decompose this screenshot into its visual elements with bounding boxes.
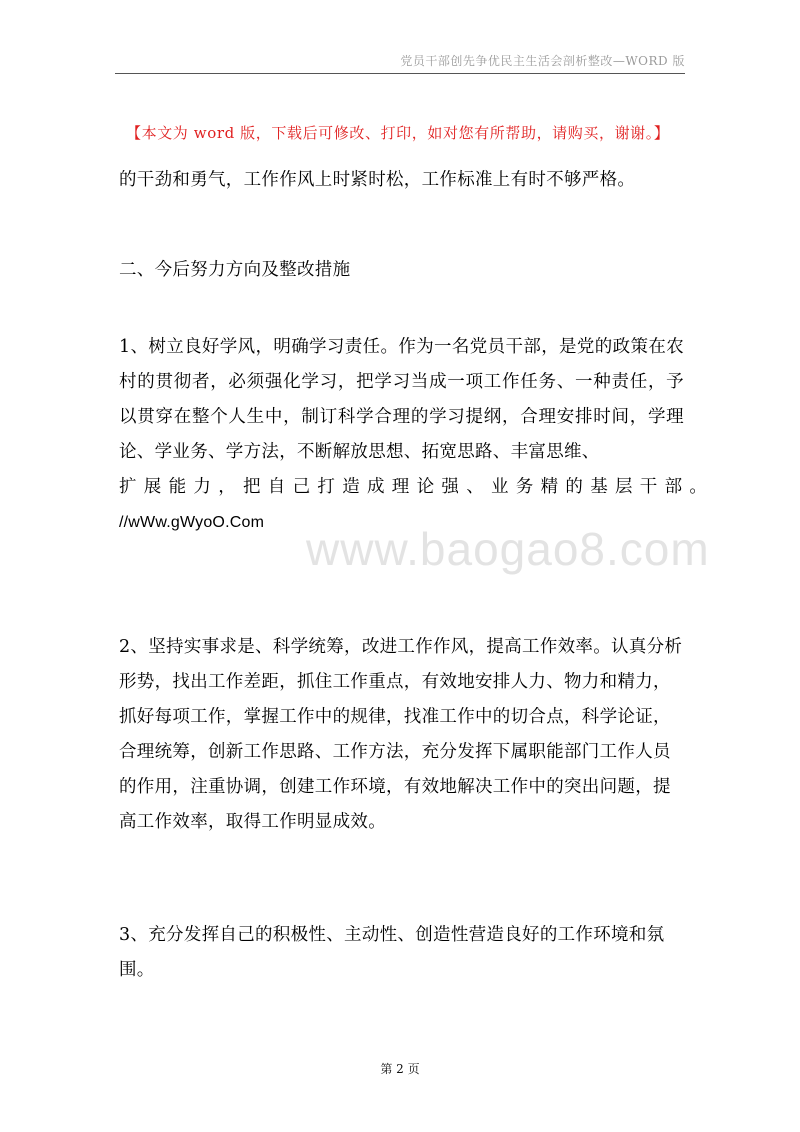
page-number: 第 2 页 — [380, 1062, 420, 1076]
watermark: www.baogao8.com — [306, 523, 710, 575]
paragraph-1-last-line: 扩展能力，把自己打造成理论强、业务精的基层干部。 — [119, 477, 715, 497]
paragraph-3: 3、充分发挥自己的积极性、主动性、创造性营造良好的工作环境和氛围。 — [119, 925, 665, 980]
section-heading: 二、今后努力方向及整改措施 — [119, 260, 351, 280]
paragraph-1-url: //wWw.gWyoO.Com — [119, 514, 265, 531]
page-header-title: 党员干部创先争优民主生活会剖析整改—WORD 版 — [400, 54, 685, 68]
paragraph-1 — [119, 330, 715, 540]
header-divider — [115, 73, 685, 74]
download-notice: 【本文为 word 版，下载后可修改、打印，如对您有所帮助，请购买，谢谢。】 — [126, 124, 670, 142]
paragraph-1-text: 1、树立良好学风，明确学习责任。作为一名党员干部，是党的政策在农村的贯彻者，必须强化学习，把学习当成一项工作任务、一种责任，予以贯穿在整个人生中，制订科学合理的学习提纲，合理安排时间，学理论、学业务、学方法，不断解放思想、拓宽思路、丰富思维、 — [119, 337, 684, 462]
continued-paragraph: 的干劲和勇气，工作作风上时紧时松，工作标准上有时不够严格。 — [119, 170, 636, 190]
paragraph-2: 2、坚持实事求是、科学统筹，改进工作作风，提高工作效率。认真分析形势，找出工作差距，抓住工作重点，有效地安排人力、物力和精力，抓好每项工作，掌握工作中的规律，找准工作中的切合点，科学论证，合理统筹，创新工作思路、工作方法，充分发挥下属职能部门工作人员的作用，注重协调，创建工作环境，有效地解决工作中的突出问题，提高工作效率，取得工作明显成效。 — [119, 637, 683, 832]
